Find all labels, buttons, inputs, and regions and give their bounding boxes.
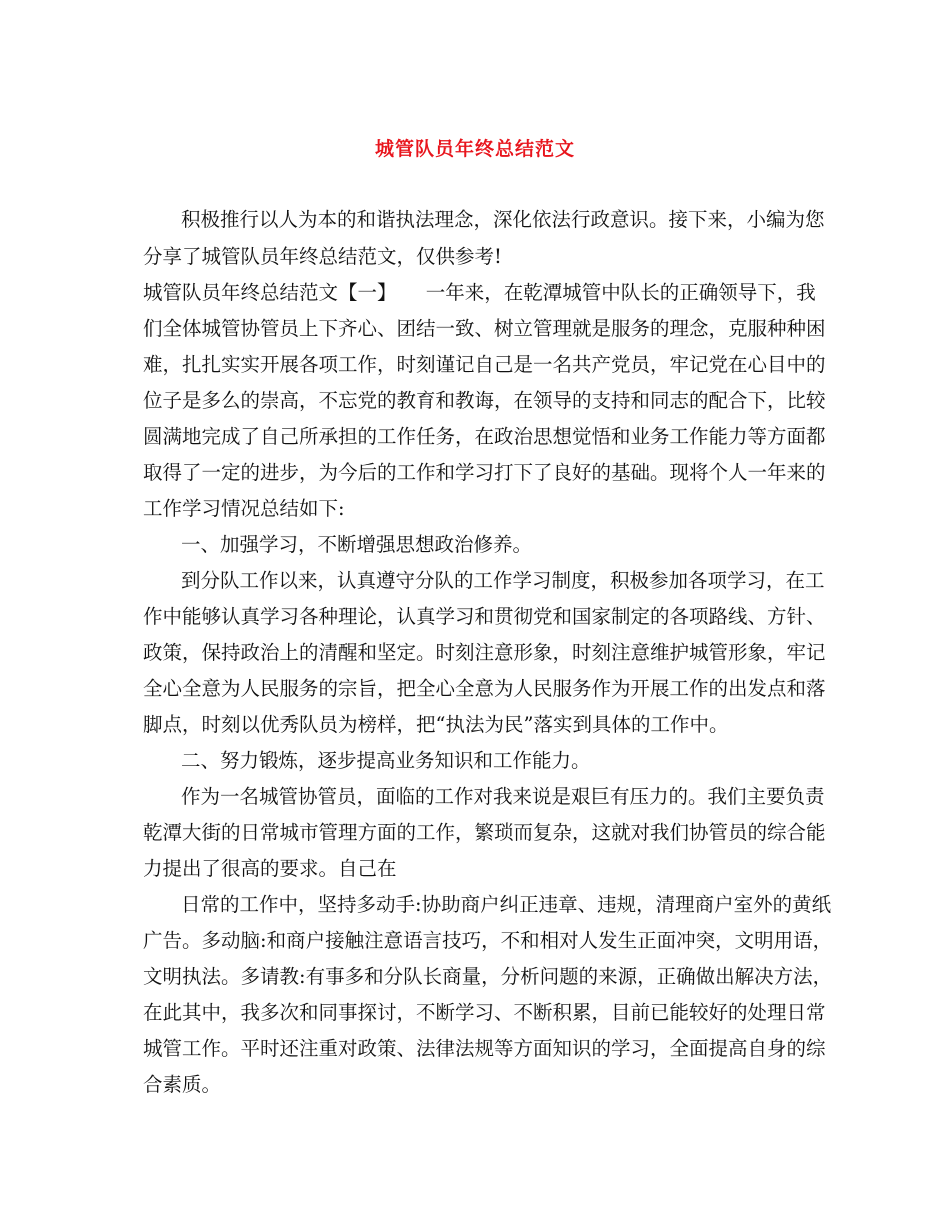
text-line: 乾潭大街的日常城市管理方面的工作，繁琐而复杂，这就对我们协管员的综合能: [143, 821, 826, 844]
text-line: 圆满地完成了自己所承担的工作任务，在政治思想觉悟和业务工作能力等方面都: [143, 425, 826, 448]
text-line: 们全体城管协管员上下齐心、团结一致、树立管理就是服务的理念，克服种种困: [143, 317, 826, 340]
section-heading: 二、努力锻炼，逐步提高业务知识和工作能力。: [181, 749, 591, 772]
text-line: 城管工作。平时还注重对政策、法律法规等方面知识的学习，全面提高自身的综: [143, 1037, 826, 1060]
text-line: 全心全意为人民服务的宗旨，把全心全意为人民服务作为开展工作的出发点和落: [143, 677, 826, 700]
text-line: 位子是多么的崇高，不忘党的教育和教诲，在领导的支持和同志的配合下，比较: [143, 389, 826, 412]
text-line: 日常的工作中，坚持多动手:协助商户纠正违章、违规，清理商户室外的黄纸: [181, 893, 832, 916]
text-line: 到分队工作以来，认真遵守分队的工作学习制度，积极参加各项学习，在工: [181, 569, 825, 592]
text-line: 力提出了很高的要求。自己在: [143, 857, 397, 880]
text-line: 脚点，时刻以优秀队员为榜样，把“执法为民”落实到具体的工作中。: [143, 713, 729, 736]
text-line: 广告。多动脑:和商户接触注意语言技巧，不和相对人发生正面冲突，文明用语，: [143, 929, 833, 952]
text-line: 在此其中，我多次和同事探讨，不断学习、不断积累，目前已能较好的处理日常: [143, 1001, 826, 1024]
text-line: 工作学习情况总结如下:: [143, 497, 345, 520]
text-line: 作为一名城管协管员，面临的工作对我来说是艰巨有压力的。我们主要负责: [181, 785, 825, 808]
section-heading: 一、加强学习，不断增强思想政治修养。: [181, 533, 533, 556]
text-line: 取得了一定的进步，为今后的工作和学习打下了良好的基础。现将个人一年来的: [143, 461, 826, 484]
text-line: 难，扎扎实实开展各项工作，时刻谨记自己是一名共产党员，牢记党在心目中的: [143, 353, 826, 376]
text-line: 城管队员年终总结范文【一】 一年来，在乾潭城管中队长的正确领导下，我: [143, 281, 816, 304]
text-line: 合素质。: [143, 1073, 222, 1096]
text-line: 作中能够认真学习各种理论，认真学习和贯彻党和国家制定的各项路线、方针、: [143, 605, 826, 628]
text-line: 积极推行以人为本的和谐执法理念，深化依法行政意识。接下来，小编为您: [181, 208, 825, 231]
document-title: 城管队员年终总结范文: [374, 138, 575, 160]
text-line: 文明执法。多请教:有事多和分队长商量，分析问题的来源，正确做出解决方法，: [143, 965, 833, 988]
text-line: 政策，保持政治上的清醒和坚定。时刻注意形象，时刻注意维护城管形象，牢记: [143, 641, 826, 664]
text-line: 分享了城管队员年终总结范文，仅供参考!: [143, 245, 502, 268]
